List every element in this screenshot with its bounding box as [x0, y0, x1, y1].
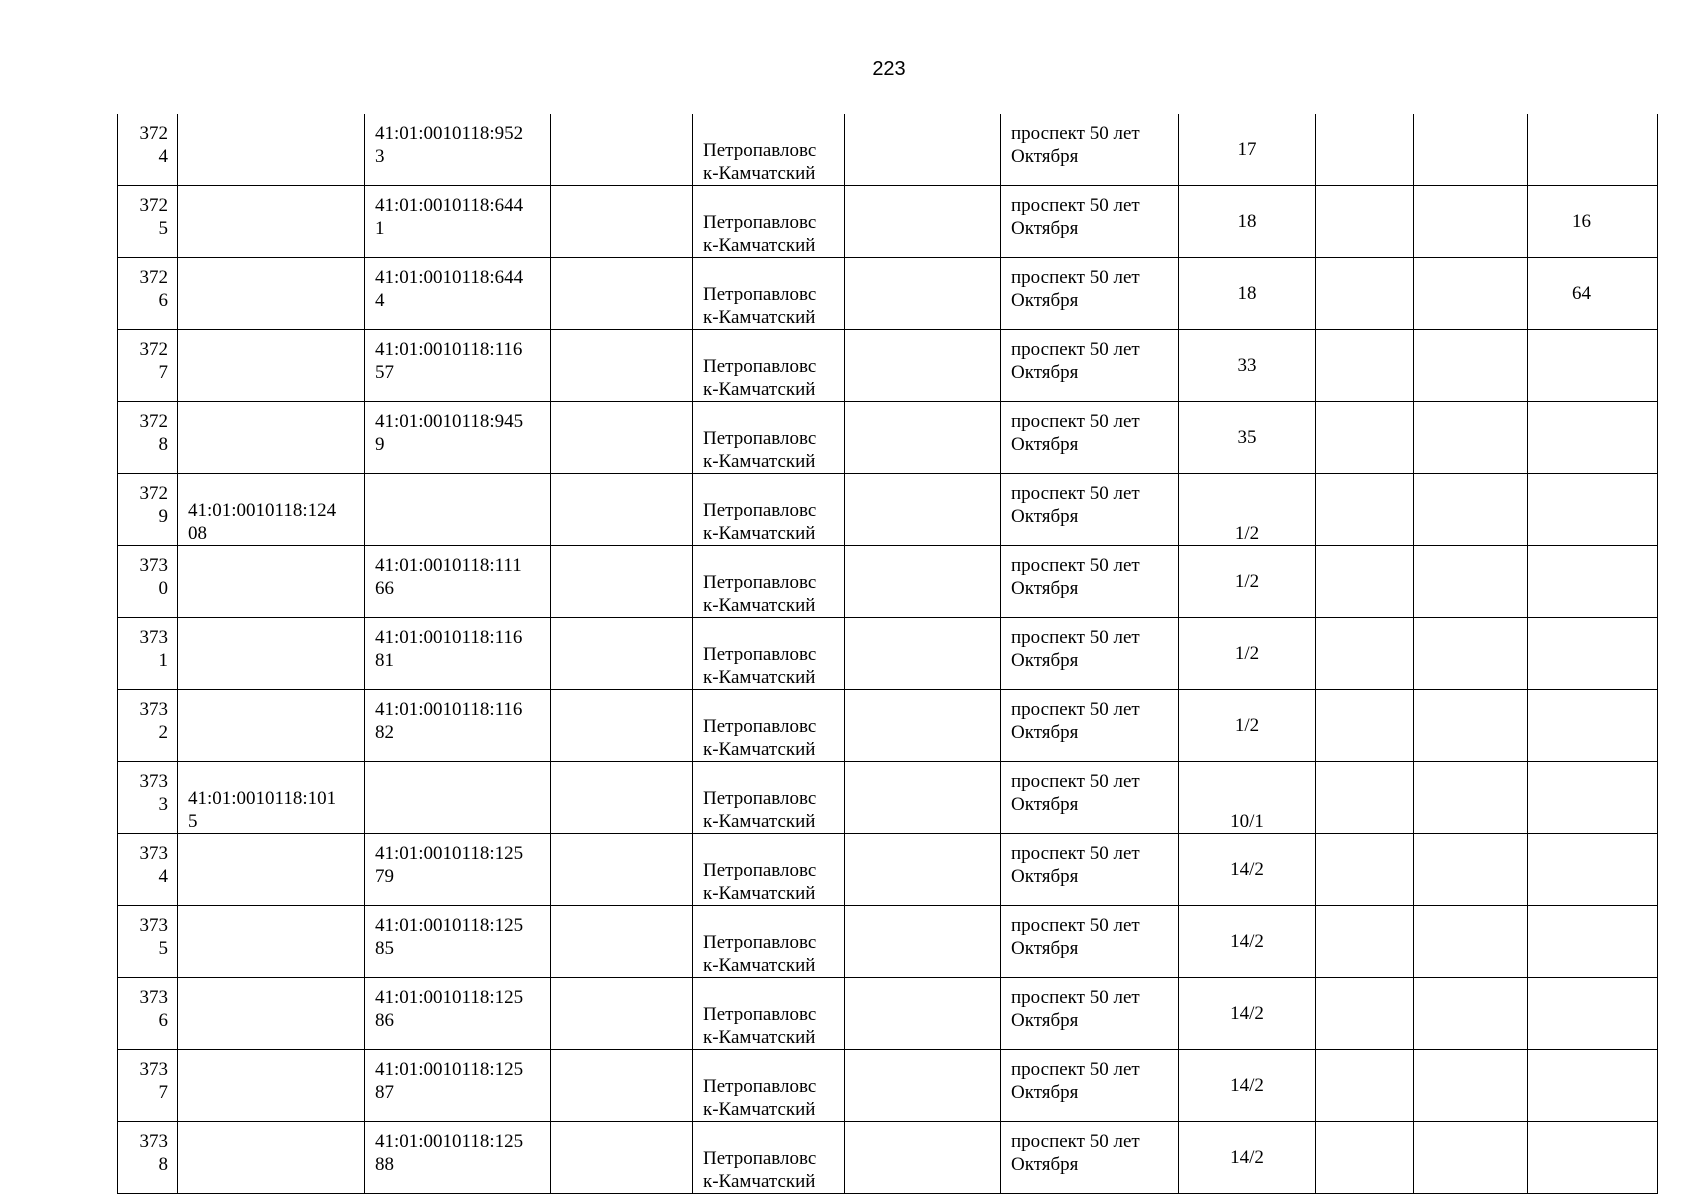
page-number: 223 [872, 58, 906, 80]
parcel-number-cell: 41:01:0010118:124 08 [178, 474, 365, 546]
building-number-cell: 41:01:0010118:952 3 [365, 114, 551, 186]
city-cell: Петропавловс к-Камчатский [693, 618, 845, 690]
empty-cell [1414, 762, 1528, 834]
street-cell: проспект 50 лет Октября [1001, 1122, 1179, 1194]
row-number-cell: 372 6 [118, 258, 178, 330]
row-number-cell: 373 5 [118, 906, 178, 978]
empty-cell [845, 186, 1001, 258]
house-number-cell: 14/2 [1179, 978, 1316, 1050]
building-number-cell: 41:01:0010118:644 4 [365, 258, 551, 330]
table-row [118, 1050, 1658, 1122]
empty-cell [845, 978, 1001, 1050]
apartment-number-cell [1528, 762, 1658, 834]
empty-cell [551, 618, 693, 690]
table-row [118, 402, 1658, 474]
empty-cell [551, 258, 693, 330]
row-number-cell: 373 2 [118, 690, 178, 762]
empty-cell [1316, 906, 1414, 978]
building-number-cell: 41:01:0010118:945 9 [365, 402, 551, 474]
empty-cell [551, 690, 693, 762]
empty-cell [1316, 186, 1414, 258]
empty-cell [551, 474, 693, 546]
empty-cell [551, 834, 693, 906]
parcel-number-cell [178, 186, 365, 258]
apartment-number-cell [1528, 834, 1658, 906]
building-number-cell: 41:01:0010118:116 57 [365, 330, 551, 402]
street-cell: проспект 50 лет Октября [1001, 258, 1179, 330]
table-row [118, 618, 1658, 690]
table-row [118, 906, 1658, 978]
apartment-number-cell [1528, 330, 1658, 402]
house-number-cell: 1/2 [1179, 546, 1316, 618]
table-row [118, 258, 1658, 330]
empty-cell [845, 546, 1001, 618]
empty-cell [551, 186, 693, 258]
city-cell: Петропавловс к-Камчатский [693, 978, 845, 1050]
house-number-cell: 35 [1179, 402, 1316, 474]
empty-cell [1414, 330, 1528, 402]
city-cell: Петропавловс к-Камчатский [693, 474, 845, 546]
empty-cell [845, 690, 1001, 762]
building-number-cell: 41:01:0010118:125 88 [365, 1122, 551, 1194]
empty-cell [551, 978, 693, 1050]
street-cell: проспект 50 лет Октября [1001, 618, 1179, 690]
street-cell: проспект 50 лет Октября [1001, 1050, 1179, 1122]
apartment-number-cell [1528, 1050, 1658, 1122]
house-number-cell: 14/2 [1179, 834, 1316, 906]
parcel-number-cell [178, 258, 365, 330]
house-number-cell: 10/1 [1179, 762, 1316, 834]
street-cell: проспект 50 лет Октября [1001, 114, 1179, 186]
parcel-number-cell [178, 618, 365, 690]
house-number-cell: 33 [1179, 330, 1316, 402]
city-cell: Петропавловс к-Камчатский [693, 1122, 845, 1194]
empty-cell [1414, 1050, 1528, 1122]
building-number-cell: 41:01:0010118:116 81 [365, 618, 551, 690]
parcel-number-cell [178, 906, 365, 978]
empty-cell [1316, 618, 1414, 690]
house-number-cell: 17 [1179, 114, 1316, 186]
empty-cell [1414, 474, 1528, 546]
city-cell: Петропавловс к-Камчатский [693, 906, 845, 978]
parcel-number-cell [178, 1122, 365, 1194]
parcel-number-cell [178, 402, 365, 474]
table-row [118, 978, 1658, 1050]
building-number-cell [365, 474, 551, 546]
building-number-cell: 41:01:0010118:116 82 [365, 690, 551, 762]
apartment-number-cell [1528, 1122, 1658, 1194]
empty-cell [845, 906, 1001, 978]
table-row [118, 690, 1658, 762]
apartment-number-cell [1528, 474, 1658, 546]
table-row [118, 330, 1658, 402]
row-number-cell: 372 9 [118, 474, 178, 546]
apartment-number-cell [1528, 978, 1658, 1050]
street-cell: проспект 50 лет Октября [1001, 906, 1179, 978]
parcel-number-cell [178, 114, 365, 186]
table-row [118, 762, 1658, 834]
empty-cell [1316, 978, 1414, 1050]
empty-cell [1414, 834, 1528, 906]
street-cell: проспект 50 лет Октября [1001, 978, 1179, 1050]
empty-cell [845, 474, 1001, 546]
street-cell: проспект 50 лет Октября [1001, 402, 1179, 474]
table-row [118, 114, 1658, 186]
row-number-cell: 373 3 [118, 762, 178, 834]
house-number-cell: 14/2 [1179, 1050, 1316, 1122]
empty-cell [1316, 546, 1414, 618]
empty-cell [551, 402, 693, 474]
empty-cell [1316, 114, 1414, 186]
parcel-number-cell: 41:01:0010118:101 5 [178, 762, 365, 834]
city-cell: Петропавловс к-Камчатский [693, 834, 845, 906]
building-number-cell: 41:01:0010118:644 1 [365, 186, 551, 258]
building-number-cell: 41:01:0010118:111 66 [365, 546, 551, 618]
parcel-number-cell [178, 330, 365, 402]
empty-cell [1316, 690, 1414, 762]
registry-table [117, 114, 1658, 1194]
empty-cell [1316, 402, 1414, 474]
empty-cell [845, 114, 1001, 186]
empty-cell [1316, 1122, 1414, 1194]
empty-cell [1414, 618, 1528, 690]
empty-cell [1414, 978, 1528, 1050]
empty-cell [551, 906, 693, 978]
empty-cell [845, 762, 1001, 834]
empty-cell [845, 1122, 1001, 1194]
city-cell: Петропавловс к-Камчатский [693, 258, 845, 330]
row-number-cell: 373 7 [118, 1050, 178, 1122]
parcel-number-cell [178, 546, 365, 618]
empty-cell [1414, 114, 1528, 186]
row-number-cell: 372 7 [118, 330, 178, 402]
empty-cell [1414, 258, 1528, 330]
apartment-number-cell: 16 [1528, 186, 1658, 258]
apartment-number-cell [1528, 546, 1658, 618]
parcel-number-cell [178, 834, 365, 906]
apartment-number-cell: 64 [1528, 258, 1658, 330]
city-cell: Петропавловс к-Камчатский [693, 690, 845, 762]
house-number-cell: 14/2 [1179, 1122, 1316, 1194]
table-row [118, 1122, 1658, 1194]
street-cell: проспект 50 лет Октября [1001, 762, 1179, 834]
house-number-cell: 1/2 [1179, 618, 1316, 690]
city-cell: Петропавловс к-Камчатский [693, 186, 845, 258]
house-number-cell: 1/2 [1179, 690, 1316, 762]
empty-cell [845, 402, 1001, 474]
empty-cell [1414, 1122, 1528, 1194]
city-cell: Петропавловс к-Камчатский [693, 402, 845, 474]
row-number-cell: 373 0 [118, 546, 178, 618]
building-number-cell: 41:01:0010118:125 85 [365, 906, 551, 978]
row-number-cell: 373 8 [118, 1122, 178, 1194]
house-number-cell: 18 [1179, 258, 1316, 330]
empty-cell [1316, 330, 1414, 402]
house-number-cell: 1/2 [1179, 474, 1316, 546]
house-number-cell: 14/2 [1179, 906, 1316, 978]
empty-cell [1414, 546, 1528, 618]
empty-cell [1316, 1050, 1414, 1122]
empty-cell [1414, 402, 1528, 474]
building-number-cell: 41:01:0010118:125 79 [365, 834, 551, 906]
building-number-cell [365, 762, 551, 834]
row-number-cell: 373 4 [118, 834, 178, 906]
apartment-number-cell [1528, 114, 1658, 186]
empty-cell [1316, 762, 1414, 834]
empty-cell [1414, 906, 1528, 978]
street-cell: проспект 50 лет Октября [1001, 834, 1179, 906]
empty-cell [551, 114, 693, 186]
empty-cell [845, 330, 1001, 402]
street-cell: проспект 50 лет Октября [1001, 690, 1179, 762]
parcel-number-cell [178, 978, 365, 1050]
city-cell: Петропавловс к-Камчатский [693, 1050, 845, 1122]
row-number-cell: 372 8 [118, 402, 178, 474]
apartment-number-cell [1528, 690, 1658, 762]
empty-cell [551, 1050, 693, 1122]
street-cell: проспект 50 лет Октября [1001, 546, 1179, 618]
empty-cell [551, 546, 693, 618]
empty-cell [845, 618, 1001, 690]
table-row [118, 474, 1658, 546]
row-number-cell: 372 4 [118, 114, 178, 186]
city-cell: Петропавловс к-Камчатский [693, 762, 845, 834]
apartment-number-cell [1528, 906, 1658, 978]
empty-cell [845, 834, 1001, 906]
empty-cell [1414, 186, 1528, 258]
city-cell: Петропавловс к-Камчатский [693, 546, 845, 618]
apartment-number-cell [1528, 618, 1658, 690]
parcel-number-cell [178, 1050, 365, 1122]
house-number-cell: 18 [1179, 186, 1316, 258]
row-number-cell: 373 6 [118, 978, 178, 1050]
table-row [118, 834, 1658, 906]
empty-cell [845, 1050, 1001, 1122]
city-cell: Петропавловс к-Камчатский [693, 330, 845, 402]
empty-cell [551, 330, 693, 402]
city-cell: Петропавловс к-Камчатский [693, 114, 845, 186]
empty-cell [1316, 474, 1414, 546]
table-body [118, 114, 1658, 1194]
table-row [118, 546, 1658, 618]
empty-cell [1414, 690, 1528, 762]
empty-cell [845, 258, 1001, 330]
empty-cell [551, 762, 693, 834]
building-number-cell: 41:01:0010118:125 87 [365, 1050, 551, 1122]
building-number-cell: 41:01:0010118:125 86 [365, 978, 551, 1050]
empty-cell [1316, 258, 1414, 330]
empty-cell [1316, 834, 1414, 906]
street-cell: проспект 50 лет Октября [1001, 474, 1179, 546]
apartment-number-cell [1528, 402, 1658, 474]
row-number-cell: 373 1 [118, 618, 178, 690]
empty-cell [551, 1122, 693, 1194]
street-cell: проспект 50 лет Октября [1001, 186, 1179, 258]
table-row [118, 186, 1658, 258]
street-cell: проспект 50 лет Октября [1001, 330, 1179, 402]
parcel-number-cell [178, 690, 365, 762]
row-number-cell: 372 5 [118, 186, 178, 258]
